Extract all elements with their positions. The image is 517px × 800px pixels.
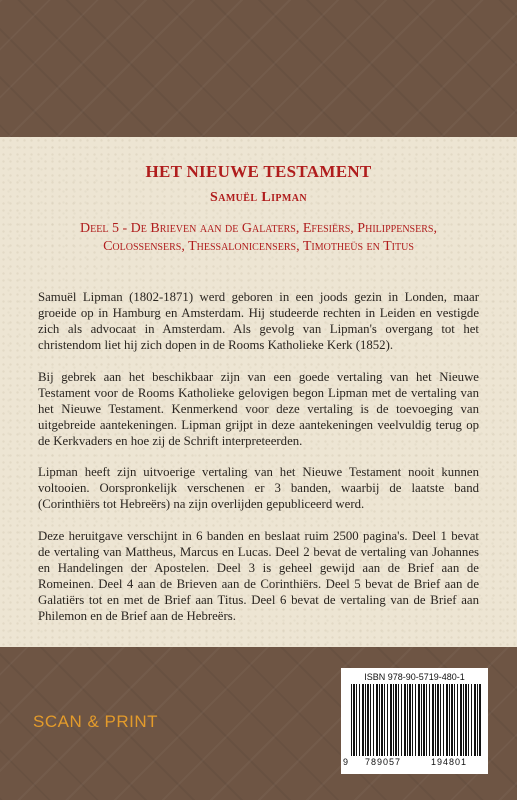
blurb-paragraph: Samuël Lipman (1802-1871) werd geboren in een joods gezin in Londen, maar groeide op in Hamburg en Amsterdam. Hij studeerde rechten in Leiden en vestigde zich als advocaat in Amsterdam. Als gevolg van Lipman's overgang tot het christendom liet hij zich dopen in de Rooms Katholieke Kerk (1852). [38, 290, 479, 352]
blurb-paragraph: Deze heruitgave verschijnt in 6 banden en beslaat ruim 2500 pagina's. Deel 1 bevat de vertaling van Mattheus, Marcus en Lucas. Deel 2 bevat de vertaling van Johannes en Handelingen der Apostelen. Deel 3 is geheel gewijd aan de Brief aan de Romeinen. Deel 4 aan de Brieven aan de Corinthiërs. Deel 5 bevat de Brief aan de Galatiërs tot en met de Brief aan Titus. Deel 6 bevat de vertaling van de Brief aan Philemon en de Brief aan de Hebreërs. [38, 529, 479, 623]
volume-subtitle [40, 220, 477, 256]
subtitle-line: Deel 5 - De Brieven aan de Galaters, Efesiërs, Philippensers, [80, 221, 437, 236]
barcode-left-group: 789057 [364, 757, 402, 767]
barcode-right-group: 194801 [430, 757, 468, 767]
isbn-label: ISBN 978-90-5719-480-1 [364, 672, 465, 682]
barcode-box [341, 668, 488, 774]
blurb-paragraph: Bij gebrek aan het beschikbaar zijn van een goede vertaling van het Nieuwe Testament voor de Rooms Katholieke gelovigen begon Lipman met de vertaling van het Nieuwe Testament. Kenmerkend voor deze vertaling is de toevoeging van uitgebreide aantekeningen. Lipman grijpt in deze aantekeningen veelvuldig terug op de Kerkvaders en hoe zij de Schrift interpreteerden. [38, 370, 479, 448]
subtitle-line: Colossensers, Thessalonicensers, Timotheüs en Titus [103, 239, 414, 254]
barcode-first-digit: 9 [343, 757, 349, 767]
publisher-logo: SCAN & PRINT [33, 712, 159, 731]
book-title: HET NIEUWE TESTAMENT [145, 162, 372, 181]
author-name: Samuël Lipman [210, 190, 307, 205]
barcode-digits [341, 757, 488, 771]
barcode-bars [351, 684, 482, 756]
blurb-paragraph: Lipman heeft zijn uitvoerige vertaling van het Nieuwe Testament nooit kunnen voltooien. Oorspronkelijk verschenen er 3 banden, waarbij de laatste band (Corinthiërs tot Hebreërs) na zijn overlijden gepubliceerd werd. [38, 465, 479, 511]
